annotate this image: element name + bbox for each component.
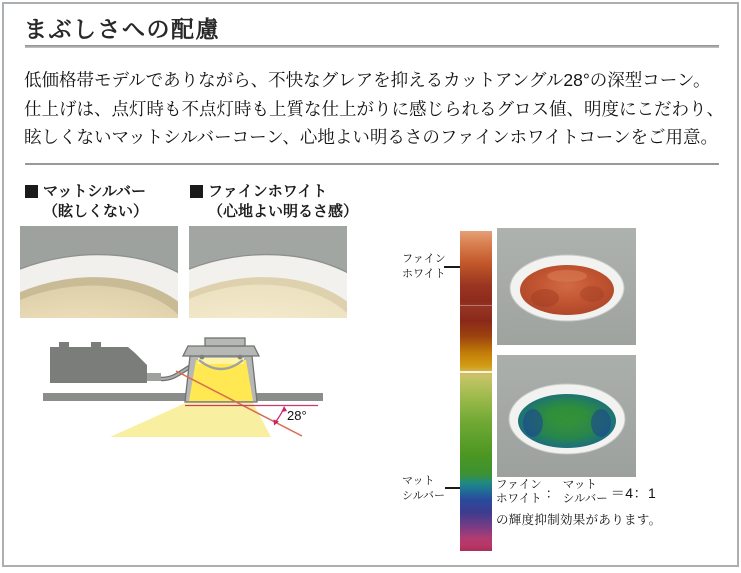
colorbar-pointer-line [444,266,460,268]
angle-label: 28° [287,408,307,423]
ceiling-left [43,393,193,401]
intro-line-1: 低価格帯モデルでありながら、不快なグレアを抑えるカットアングル28°の深型コーン。 [24,70,711,90]
colorbar-tick [460,371,492,373]
intro-line-3: 眩しくないマットシルバーコーン、心地よい明るさのファインホワイトコーンをご用意。 [24,127,718,147]
caption-note: の輝度抑制効果があります。 [496,513,662,527]
luminance-photo-matte-silver [497,355,636,477]
ratio-right: マット シルバー [562,479,608,505]
light-beam-spread [110,401,271,437]
intro-line-2: 仕上げは、点灯時も不点灯時も上質な仕上がりに感じられるグロス値、明度にこだわり、 [24,98,724,119]
page-title: まぶしさへの配慮 [24,16,220,42]
luminance-photo-fine-white [497,228,636,345]
colorbar-tick [460,305,492,307]
swatch-name: ファインホワイト [208,183,328,200]
swatch-label-fine-white [190,182,358,221]
colorbar-label-matte-silver: マット シルバー [402,475,445,502]
swatch-name: マットシルバー [43,183,146,200]
cutaway-diagram [35,330,335,460]
fixture-housing [183,338,259,402]
colorbar-pointer-line [445,487,460,489]
photo-fine-white-cone [189,226,347,318]
driver-box [50,342,161,383]
black-square-icon [190,185,203,198]
title-underline [25,45,719,48]
black-square-icon [25,185,38,198]
photo-matte-silver-cone [20,226,178,318]
intro-paragraph [24,66,730,152]
section-divider [25,163,719,165]
ratio-caption [496,479,736,528]
ceiling-right [247,393,323,401]
ratio-equals: ＝4：1 [610,484,657,501]
luminance-colorbar [460,231,492,551]
swatch-note: （眩しくない） [43,202,149,220]
colorbar-label-fine-white: ファイン ホワイト [402,253,446,280]
ratio-left: ファイン ホワイト [496,479,542,505]
swatch-label-matte-silver [25,182,148,221]
ratio-colon: ： [545,486,559,501]
swatch-note: （心地よい明るさ感） [208,202,359,220]
angle-arc [274,406,288,426]
